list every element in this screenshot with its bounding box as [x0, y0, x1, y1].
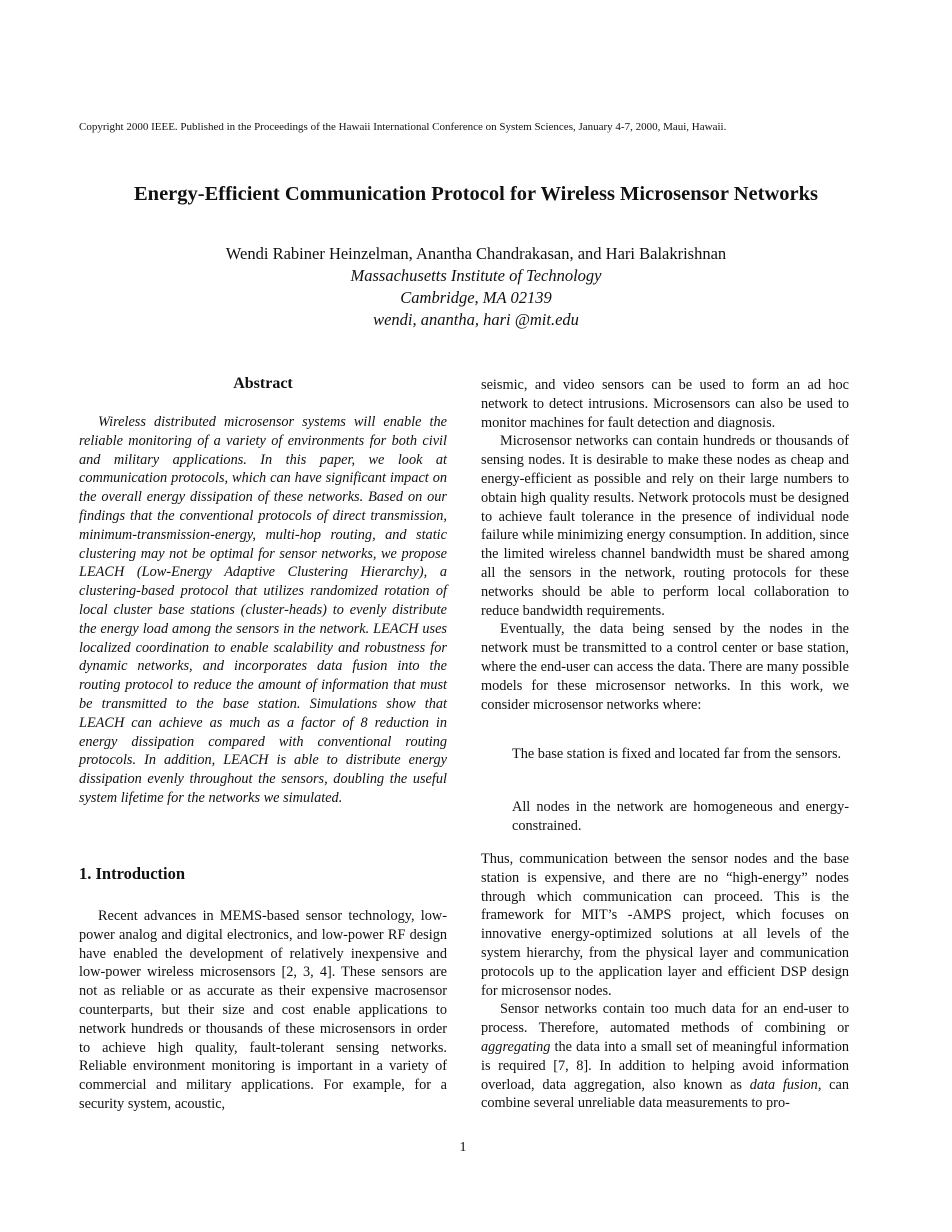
section-heading: 1. Introduction [79, 864, 186, 883]
institution: Massachusetts Institute of Technology [350, 266, 602, 285]
abstract-heading: Abstract [233, 375, 293, 392]
address: Cambridge, MA 02139 [400, 288, 552, 307]
abstract-text: Wireless distributed microsensor systems will enable the reliable monitoring of a variety of environments for both civil and military applications. In this paper, we look at communication protocols, which can have significant impact on the overall energy dissipation of these networks. Based on our findings that the conventional protocols of direct transmission, minimum-transmission-energy, multi-hop routing, and static clustering may not be optimal for sensor networks, we propose LEACH (Low-Energy Adaptive Clustering Hierarchy), a clustering-based protocol that utilizes randomized rotation of local cluster base stations (cluster-heads) to evenly distribute the energy load among the sensors in the network. LEACH uses localized coordination to enable scalability and robustness for dynamic networks, and incorporates data fusion into the routing protocol to reduce the amount of information that must be transmitted to the base station. Simulations show that LEACH can achieve as much as a factor of 8 reduction in energy dissipation compared with conventional routing protocols. In addition, LEACH is able to distribute energy dissipation evenly throughout the sensors, doubling the useful system lifetime for the networks we simulated. [79, 414, 447, 806]
right-column-bottom [481, 850, 849, 1113]
paragraph: Thus, communication between the sensor nodes and the base station is expensive, and there are no “high-energy” nodes through which communication can proceed. This is the framework for MIT’s -AMPS project, which focuses on innovative energy-optimized solutions at all levels of the system hierarchy, from the physical layer and communication protocols up to the application layer and efficient DSP design for microsensor nodes. [481, 851, 849, 999]
author-list: Wendi Rabiner Heinzelman, Anantha Chandrakasan, and Hari Balakrishnan [225, 244, 727, 263]
email: wendi, anantha, hari @mit.edu [373, 310, 579, 329]
copyright-notice: Copyright 2000 IEEE. Published in the Proceedings of the Hawaii International Conference on System Sciences, January 4-7, 2000, Maui, Hawaii. [79, 121, 727, 133]
right-column-top [481, 376, 849, 714]
paragraph: Recent advances in MEMS-based sensor technology, low-power analog and digital electronics, and low-power RF design have enabled the development of relatively inexpensive and low-power wireless microsensors [2, 3, 4]. These sensors are not as reliable or as accurate as their expensive macrosensor counterparts, but their size and cost enable applications to network hundreds or thousands of these microsensors in order to achieve high quality, fault-tolerant sensing networks. Reliable environment monitoring is important in a variety of commercial and military applications. For example, for a security system, acoustic, [79, 908, 447, 1112]
left-column-body [79, 907, 447, 1114]
text-run: the data into a small set of meaningful information is required [7, 8]. In addition to helping avoid information overload, data aggregation, also known as [481, 1038, 849, 1093]
paragraph: Eventually, the data being sensed by the nodes in the network must be transmitted to a control center or base station, where the end-user can access the data. There are many possible models for these microsensor networks. In this work, we consider microsensor networks where: [481, 621, 849, 713]
text-run: , can combine several unreliable data measurements to pro- [481, 1076, 849, 1112]
list-item: All nodes in the network are homogeneous and energy-constrained. [512, 799, 849, 834]
paper-title: Energy-Efficient Communication Protocol for Wireless Microsensor Networks [134, 183, 818, 205]
paragraph [481, 1000, 849, 1113]
paragraph: seismic, and video sensors can be used to form an ad hoc network to detect intrusions. Microsensors can also be used to monitor machines for fault detection and diagnosis. [481, 377, 849, 431]
page-number: 1 [459, 1140, 467, 1155]
emphasis: data fusion [749, 1076, 818, 1093]
paragraph: Microsensor networks can contain hundreds or thousands of sensing nodes. It is desirable to make these nodes as cheap and energy-efficient as possible and rely on their large numbers to obtain high quality results. Network protocols must be designed to achieve fault tolerance in the presence of individual node failure while minimizing energy consumption. In addition, since the limited wireless channel bandwidth must be shared among all the sensors in the network, routing protocols for these networks should be able to perform local collaboration to reduce bandwidth requirements. [481, 433, 849, 619]
text-run: Sensor networks contain too much data for an end-user to process. Therefore, automated methods of combining or [481, 1001, 849, 1037]
list-item: The base station is fixed and located far from the sensors. [512, 746, 842, 762]
emphasis: aggregating [481, 1038, 551, 1055]
